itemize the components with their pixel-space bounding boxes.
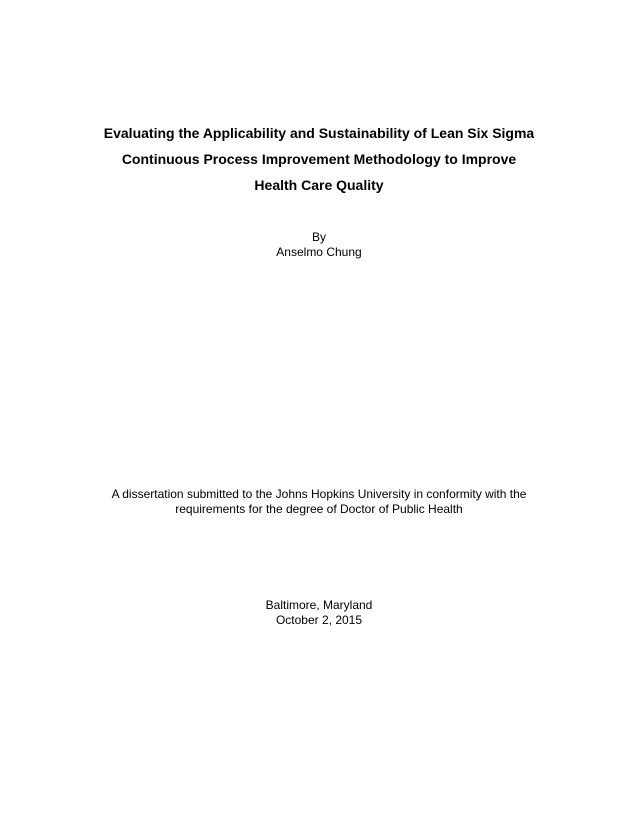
location: Baltimore, Maryland [265,598,373,612]
title-line-1: Evaluating the Applicability and Sustainability of Lean Six Sigma [103,125,535,141]
by-label: By [311,230,326,244]
statement-line-1: A dissertation submitted to the Johns Hopkins University in conformity with the [111,487,527,501]
submission-date: October 2, 2015 [275,613,363,627]
place-date-block [40,598,598,628]
statement-line-2: requirements for the degree of Doctor of Public Health [175,502,463,516]
submission-statement [40,487,598,517]
author-block [40,230,598,260]
author-name: Anselmo Chung [276,245,362,259]
dissertation-title [40,120,598,198]
title-line-2: Continuous Process Improvement Methodology to Improve [121,151,517,167]
title-line-3: Health Care Quality [254,177,384,193]
